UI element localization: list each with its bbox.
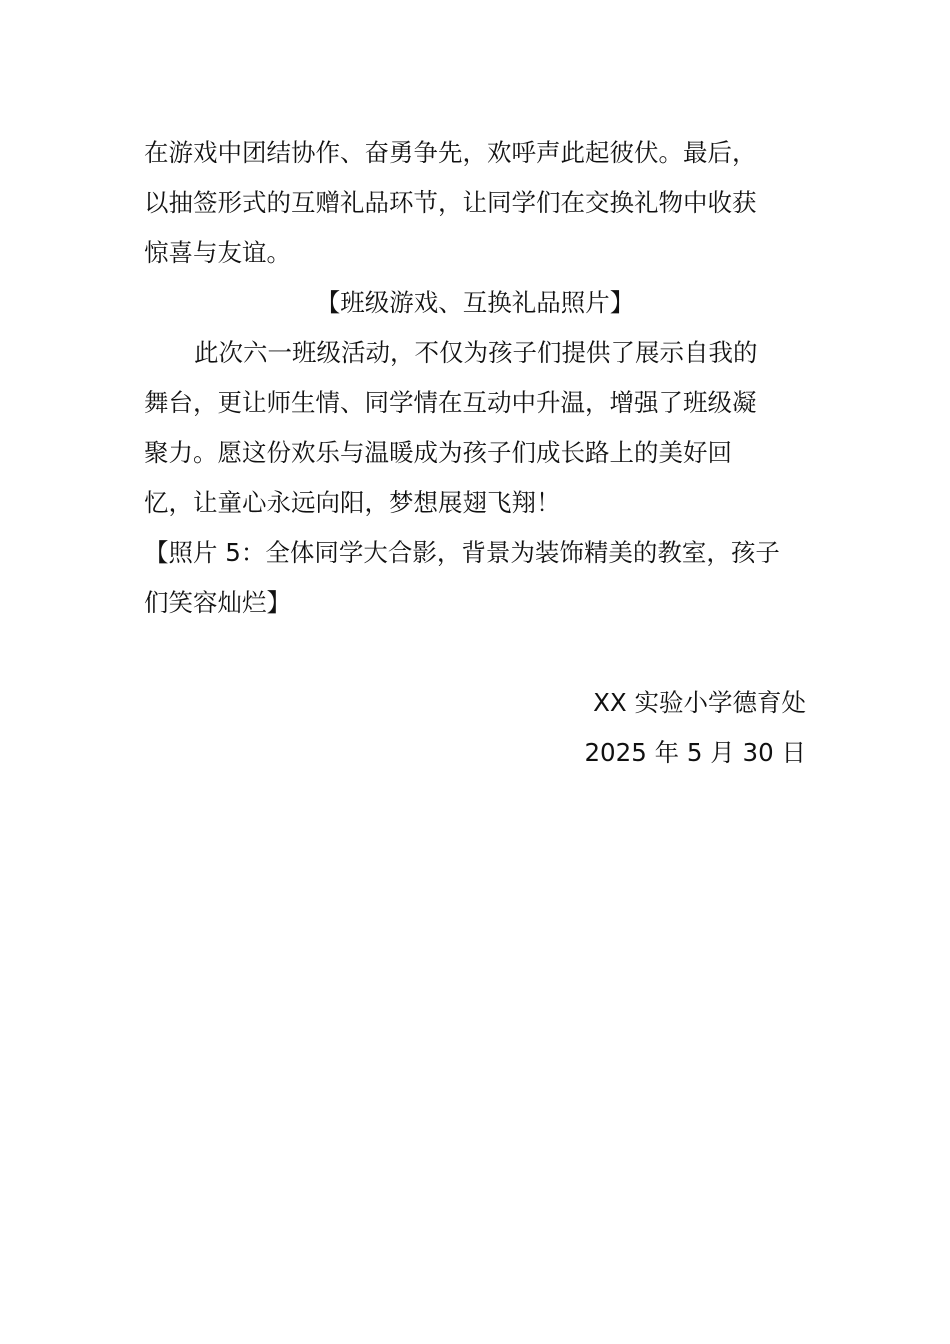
paragraph-line: 以抽签形式的互赠礼品环节，让同学们在交换礼物中收获	[144, 188, 757, 217]
paragraph-games-gifts	[144, 128, 806, 278]
caption-line: 们笑容灿烂】	[144, 588, 291, 617]
signature-date: 2025 年 5 月 30 日	[584, 738, 806, 767]
paragraph-line: 舞台，更让师生情、同学情在互动中升温，增强了班级凝	[144, 388, 757, 417]
photo-caption-games-gifts: 【班级游戏、互换礼品照片】	[315, 288, 635, 317]
photo-caption-group-photo	[144, 528, 806, 628]
paragraph-summary	[144, 328, 806, 528]
caption-line: 【照片 5：全体同学大合影，背景为装饰精美的教室，孩子	[144, 538, 780, 567]
signature-organization: XX 实验小学德育处	[593, 688, 806, 717]
paragraph-line: 惊喜与友谊。	[144, 238, 291, 267]
paragraph-line: 此次六一班级活动，不仅为孩子们提供了展示自我的	[194, 338, 758, 367]
spacer	[144, 628, 806, 678]
signature-block	[144, 678, 806, 778]
paragraph-line: 在游戏中团结协作、奋勇争先，欢呼声此起彼伏。最后，	[144, 138, 757, 167]
document-body	[144, 128, 806, 778]
paragraph-line: 聚力。愿这份欢乐与温暖成为孩子们成长路上的美好回	[144, 438, 732, 467]
paragraph-line: 忆，让童心永远向阳，梦想展翅飞翔！	[144, 488, 561, 517]
